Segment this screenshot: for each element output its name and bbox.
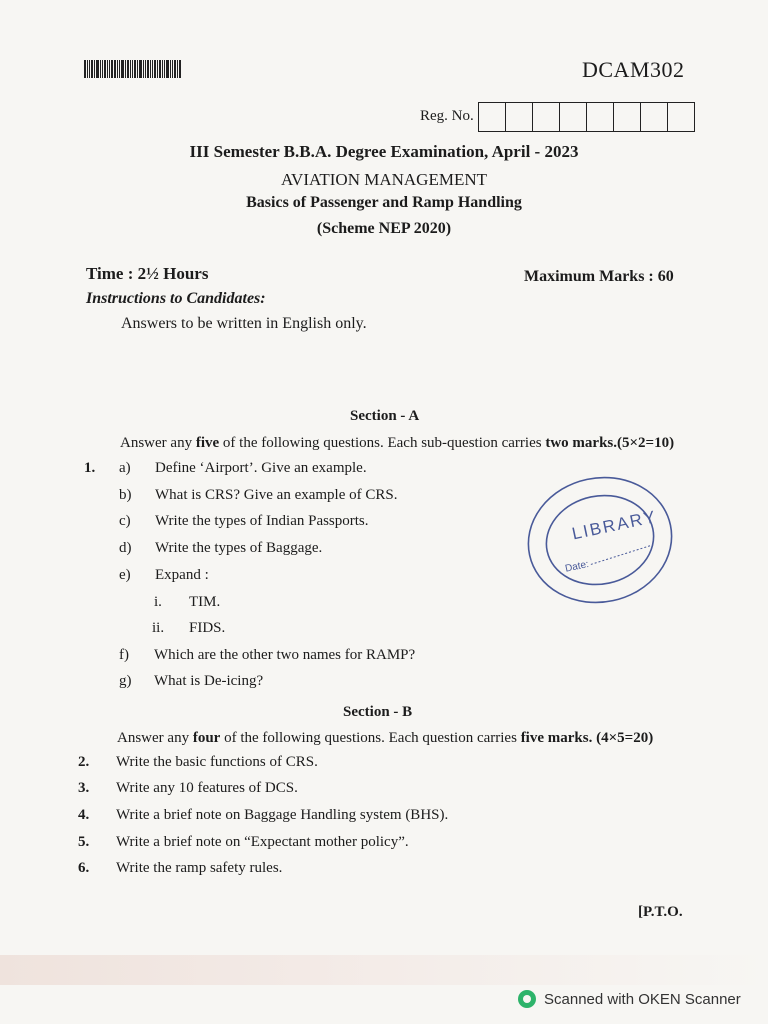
barcode-bar: [137, 60, 138, 78]
instructions-heading: Instructions to Candidates:: [86, 290, 266, 307]
section-a-instructions: [120, 435, 674, 452]
paper-title: Basics of Passenger and Ramp Handling: [246, 194, 522, 211]
barcode-bar: [157, 60, 158, 78]
barcode-bar: [100, 60, 101, 78]
barcode-bar: [162, 60, 163, 78]
question-text: Write the basic functions of CRS.: [116, 754, 318, 770]
barcode-bar: [147, 60, 149, 78]
sub-question-label: e): [119, 567, 131, 583]
sub-question-label: c): [119, 513, 131, 529]
barcode-bar: [154, 60, 156, 78]
sub-question-text: What is De-icing?: [154, 673, 264, 689]
sub-question-label: f): [119, 647, 129, 663]
barcode-bar: [91, 60, 93, 78]
reg-no-digit-box[interactable]: [641, 103, 668, 131]
section-b-title: Section - B: [343, 704, 413, 720]
exam-title: III Semester B.B.A. Degree Examination, April - 2023: [189, 142, 579, 161]
sub-question-text: Write the types of Indian Passports.: [155, 513, 369, 529]
question-number: 6.: [78, 860, 90, 876]
barcode-bar: [170, 60, 171, 78]
barcode-bar: [172, 60, 173, 78]
maximum-marks: Maximum Marks : 60: [524, 268, 674, 285]
time-allowed: Time : 2½ Hours: [86, 264, 209, 283]
instr-text: marks.(5×2=10): [568, 435, 675, 451]
barcode-bar: [139, 60, 142, 78]
instr-count: five: [195, 435, 220, 451]
instr-text: of the following questions. Each question carries: [220, 730, 521, 746]
question-text: Write a brief note on Baggage Handling system (BHS).: [116, 807, 449, 823]
reg-no-digit-box[interactable]: [668, 103, 694, 131]
question-number: 3.: [78, 780, 90, 796]
barcode-bar: [143, 60, 144, 78]
barcode-bar: [166, 60, 169, 78]
expand-item-label: i.: [154, 594, 162, 610]
barcode-bar: [94, 60, 95, 78]
library-stamp: [522, 470, 678, 610]
instr-text: Answer any: [117, 730, 193, 746]
expand-item-text: FIDS.: [189, 620, 226, 636]
barcode-bar: [132, 60, 133, 78]
barcode-bar: [87, 60, 88, 78]
reg-no-digit-box[interactable]: [614, 103, 641, 131]
reg-no-digit-box[interactable]: [587, 103, 614, 131]
barcode-bar: [177, 60, 178, 78]
reg-no-digit-box[interactable]: [506, 103, 533, 131]
barcode-bar: [102, 60, 103, 78]
barcode-bar: [107, 60, 108, 78]
scanner-logo-icon: [518, 990, 536, 1008]
barcode-bar: [164, 60, 165, 78]
barcode-bar: [117, 60, 118, 78]
reg-no-digit-box[interactable]: [479, 103, 506, 131]
question-number: 4.: [78, 807, 90, 823]
barcode-bar: [96, 60, 99, 78]
reg-no-digit-box[interactable]: [560, 103, 587, 131]
instr-marks: five: [520, 730, 545, 746]
question-number: 5.: [78, 834, 90, 850]
instr-text: of the following questions. Each sub-question carries: [219, 435, 546, 451]
reg-no-label: Reg. No.: [420, 108, 474, 124]
barcode-bar: [111, 60, 113, 78]
stamp-label: LIBRARY: [570, 506, 659, 544]
sub-question-text: Which are the other two names for RAMP?: [154, 647, 416, 663]
barcode-bar: [134, 60, 136, 78]
barcode-bar: [84, 60, 86, 78]
expand-item-label: ii.: [152, 620, 165, 636]
reg-no-digit-box[interactable]: [533, 103, 560, 131]
barcode-bar: [174, 60, 176, 78]
instr-text: marks. (4×5=20): [544, 730, 654, 746]
reg-no-boxes[interactable]: [478, 102, 695, 132]
sub-question-text: Define ‘Airport’. Give an example.: [155, 460, 367, 476]
sub-question-text: What is CRS? Give an example of CRS.: [155, 487, 398, 503]
barcode-bar: [114, 60, 116, 78]
question-number: 1.: [84, 460, 96, 476]
question-text: Write a brief note on “Expectant mother policy”.: [116, 834, 409, 850]
barcode-bar: [119, 60, 120, 78]
sub-question-text: Write the types of Baggage.: [155, 540, 323, 556]
expand-item-text: TIM.: [189, 594, 221, 610]
instr-count: four: [192, 730, 221, 746]
sub-question-label: a): [119, 460, 131, 476]
sub-question-label: d): [119, 540, 132, 556]
barcode-bar: [127, 60, 129, 78]
barcode-bar: [152, 60, 153, 78]
barcode: [84, 60, 188, 78]
section-a-title: Section - A: [350, 408, 420, 424]
scanner-watermark: [518, 990, 741, 1008]
page-bottom-edge: [0, 955, 768, 985]
barcode-bar: [125, 60, 126, 78]
course-code: DCAM302: [582, 57, 685, 82]
instr-marks: two: [545, 435, 569, 451]
stamp-date-label: Date:: [564, 558, 590, 575]
barcode-bar: [121, 60, 124, 78]
barcode-bar: [89, 60, 90, 78]
barcode-bar: [104, 60, 106, 78]
barcode-bar: [130, 60, 131, 78]
pto-marker: [P.T.O.: [638, 904, 683, 920]
barcode-bar: [179, 60, 181, 78]
barcode-bar: [159, 60, 161, 78]
barcode-bar: [145, 60, 146, 78]
subject-title: AVIATION MANAGEMENT: [280, 170, 488, 189]
scanner-text: Scanned with OKEN Scanner: [544, 990, 741, 1008]
question-text: Write the ramp safety rules.: [116, 860, 283, 876]
sub-question-text: Expand :: [155, 567, 209, 583]
section-b-instructions: [117, 730, 653, 747]
sub-question-label: b): [119, 487, 132, 503]
question-text: Write any 10 features of DCS.: [116, 780, 298, 796]
barcode-bar: [109, 60, 110, 78]
question-number: 2.: [78, 754, 90, 770]
instructions-text: Answers to be written in English only.: [121, 315, 367, 332]
barcode-bar: [150, 60, 151, 78]
sub-question-label: g): [119, 673, 132, 689]
instr-text: Answer any: [120, 435, 196, 451]
scheme-title: (Scheme NEP 2020): [316, 220, 452, 237]
